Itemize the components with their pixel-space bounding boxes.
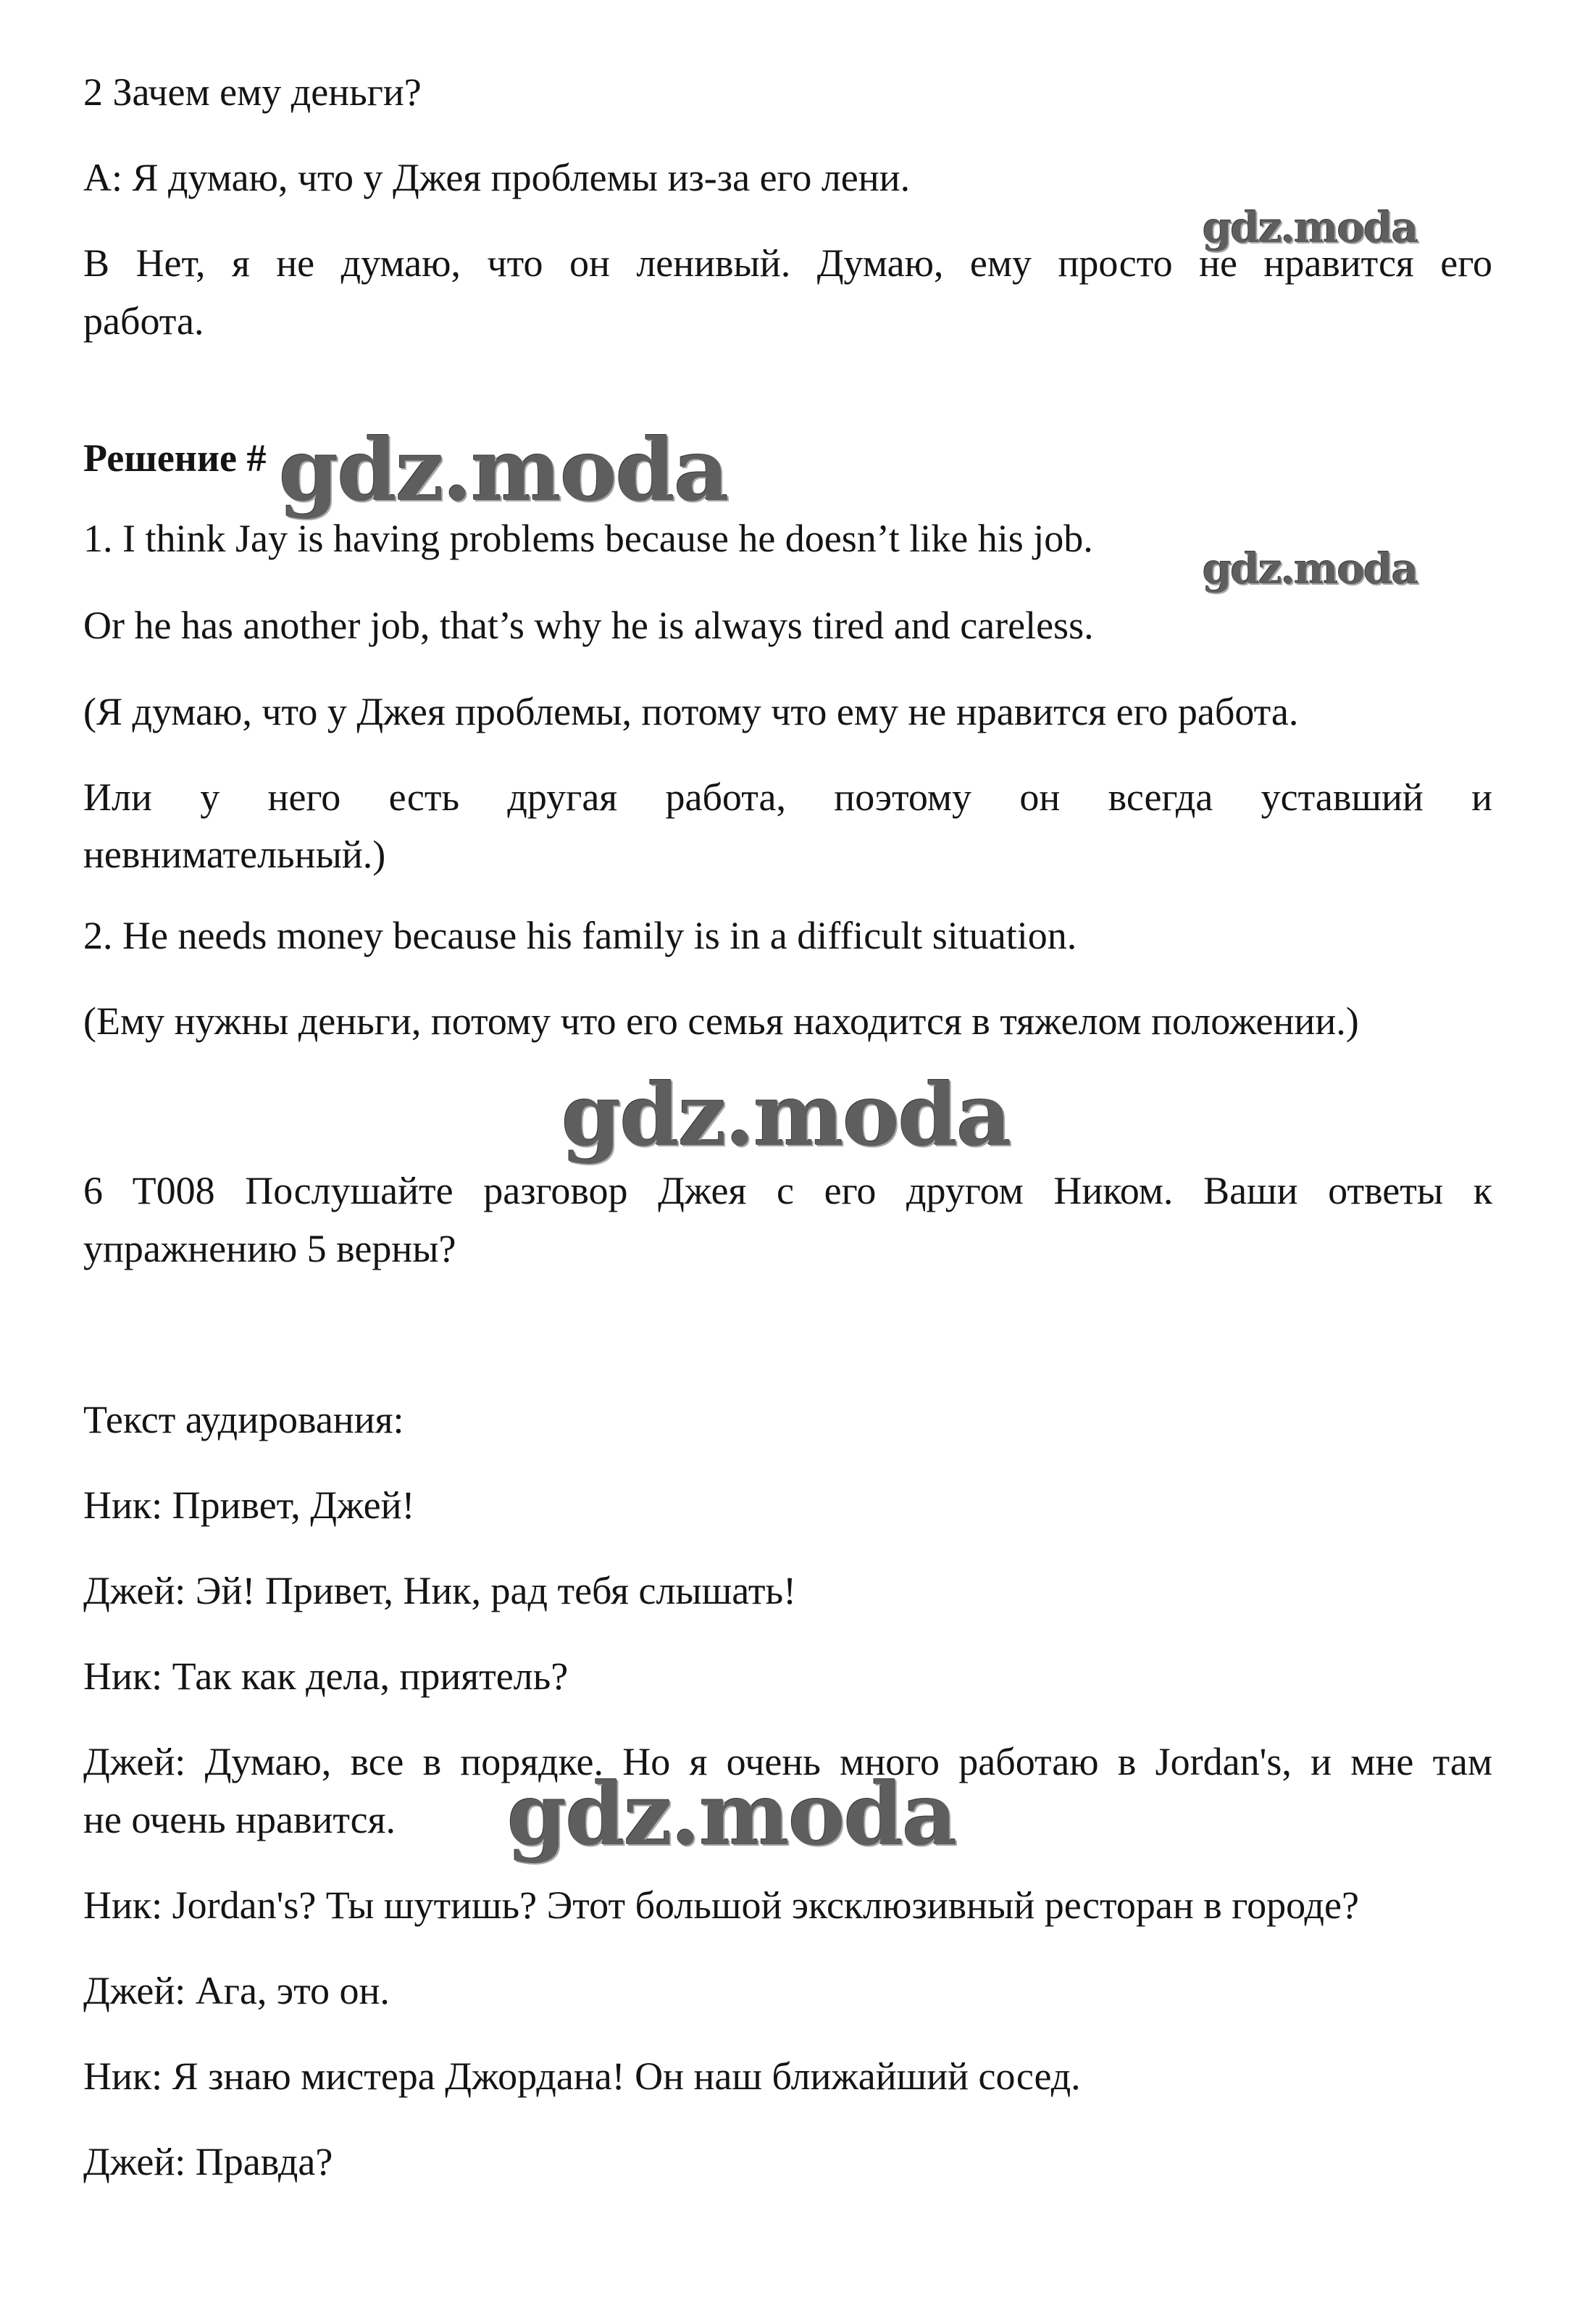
task-6-line-2: упражнению 5 верны?	[83, 1227, 456, 1270]
dialogue-line: Джей: Эй! Привет, Ник, рад тебя слышать!	[83, 1569, 797, 1612]
solution-2-en: 2. He needs money because his family is in a difficult situation.	[83, 914, 1077, 957]
question-2: 2 Зачем ему деньги?	[83, 70, 422, 114]
answer-b-line-1: В Нет, я не думаю, что он ленивый. Думаю, ему просто не нравится его	[83, 241, 1492, 285]
dialogue-line: Джей: Думаю, все в порядке. Но я очень много работаю в Jordan's, и мне там	[83, 1740, 1492, 1783]
solution-1-ru-line-3: невнимательный.)	[83, 833, 386, 876]
watermark: gdz.moda	[279, 420, 728, 520]
dialogue-line-continuation: не очень нравится.	[83, 1798, 396, 1841]
watermark: gdz.moda	[1203, 203, 1418, 252]
task-6-line-1: 6 T008 Послушайте разговор Джея с его другом Ником. Ваши ответы к	[83, 1169, 1492, 1212]
watermark: gdz.moda	[1203, 544, 1418, 594]
answer-a: А: Я думаю, что у Джея проблемы из-за его лени.	[83, 156, 911, 199]
solution-1-ru-line-2: Или у него есть другая работа, поэтому он всегда уставший и	[83, 775, 1492, 819]
transcript-heading: Текст аудирования:	[83, 1398, 404, 1441]
dialogue-line: Ник: Я знаю мистера Джордана! Он наш ближайший сосед.	[83, 2054, 1081, 2098]
solution-1-ru-line-1: (Я думаю, что у Джея проблемы, потому что ему не нравится его работа.	[83, 690, 1299, 733]
watermark: gdz.moda	[561, 1065, 1011, 1165]
watermark: gdz.moda	[507, 1764, 956, 1865]
dialogue-line: Ник: Так как дела, приятель?	[83, 1654, 569, 1698]
dialogue-line: Ник: Привет, Джей!	[83, 1483, 415, 1527]
solution-2-ru: (Ему нужны деньги, потому что его семья находится в тяжелом положении.)	[83, 999, 1359, 1043]
dialogue-line: Джей: Правда?	[83, 2140, 333, 2183]
answer-b-line-2: работа.	[83, 299, 204, 343]
solution-heading: Решение #	[83, 436, 267, 480]
solution-1-en-line-1: 1. I think Jay is having problems because he doesn’t like his job.	[83, 517, 1093, 560]
dialogue-line: Джей: Ага, это он.	[83, 1969, 390, 2012]
dialogue-line: Ник: Jordan's? Ты шутишь? Этот большой эксклюзивный ресторан в городе?	[83, 1883, 1359, 1927]
solution-1-en-line-2: Or he has another job, that’s why he is always tired and careless.	[83, 604, 1094, 647]
